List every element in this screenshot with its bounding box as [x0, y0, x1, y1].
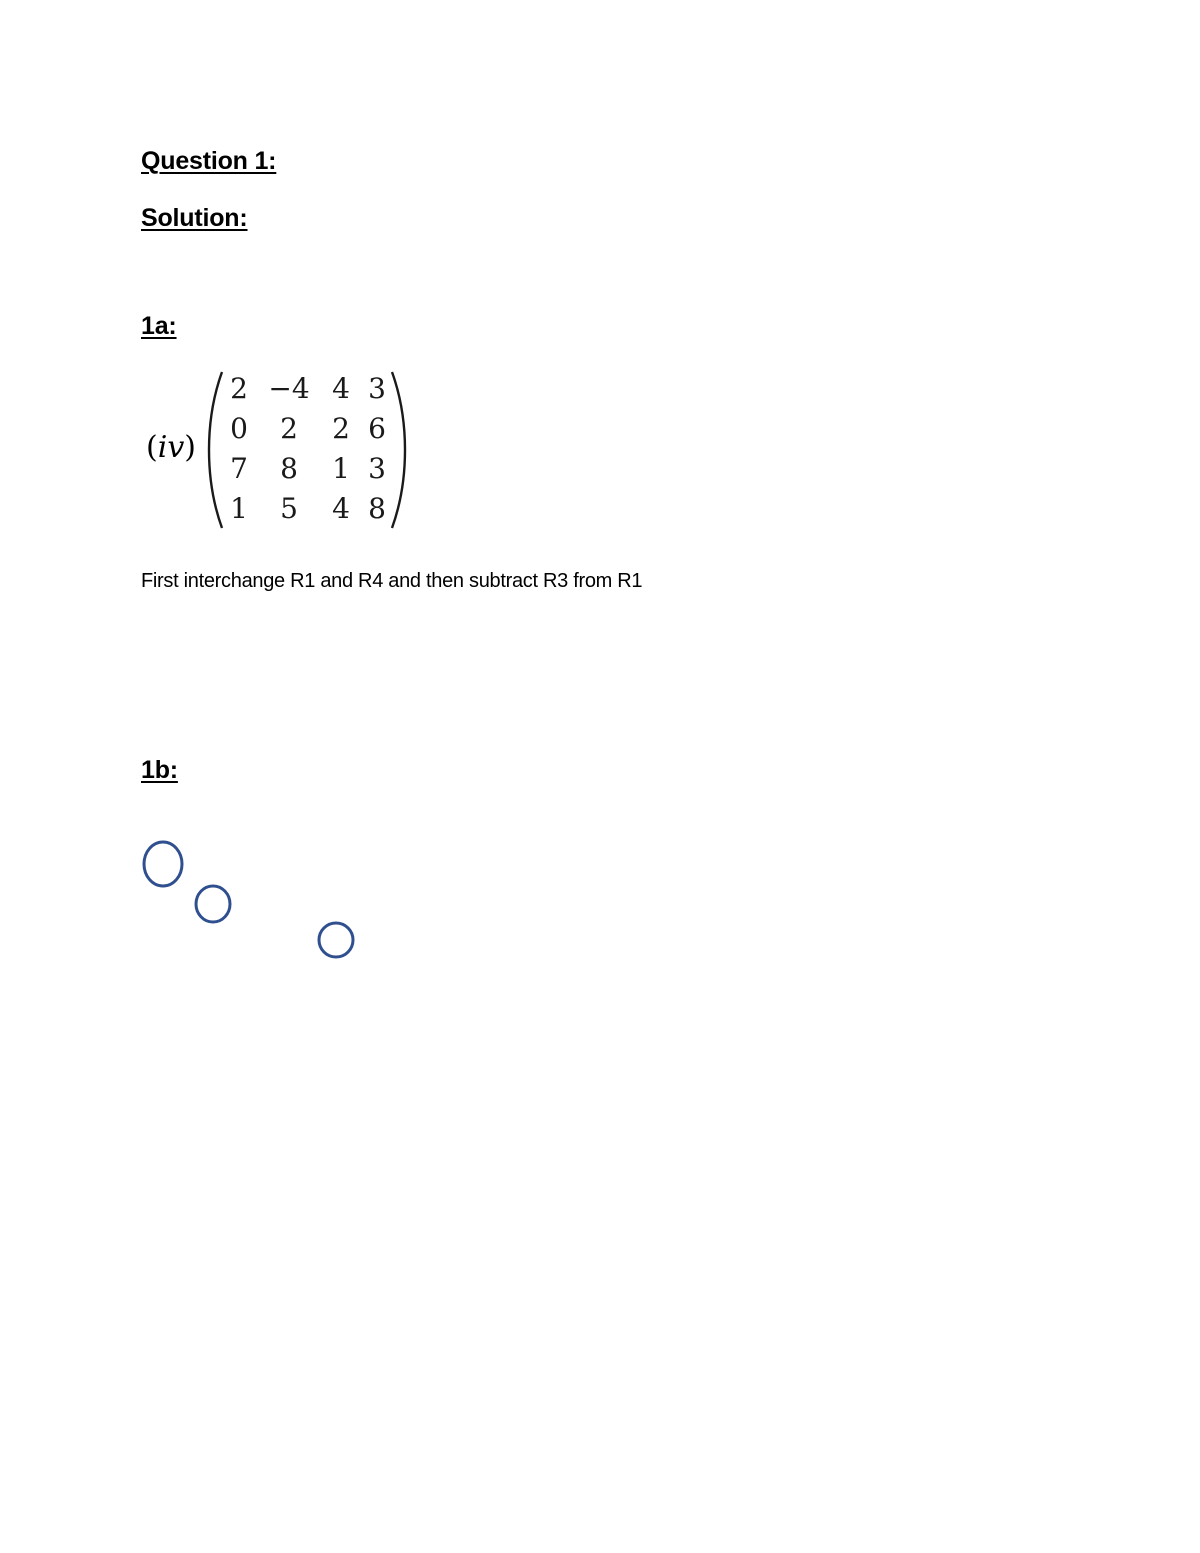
matrix-cell: 8: [368, 492, 386, 525]
matrix-cell: 8: [280, 452, 298, 485]
part-a-label: 1a:: [141, 312, 177, 340]
matrix-right-paren: [388, 368, 408, 532]
matrix-cell: 2: [280, 412, 298, 445]
circle-shape[interactable]: [144, 842, 182, 886]
matrix-cell: 3: [368, 372, 386, 405]
matrix-cell: 4: [332, 372, 350, 405]
part-b-label: 1b:: [141, 756, 178, 784]
circle-shape[interactable]: [196, 886, 230, 922]
matrix-cell: 4: [332, 492, 350, 525]
matrix-figure: [140, 368, 420, 532]
matrix-cell: 7: [230, 452, 248, 485]
solution-title: Solution:: [141, 204, 248, 232]
question-title: Question 1:: [141, 147, 277, 175]
matrix-cell: 2: [230, 372, 248, 405]
matrix-cell: 1: [332, 452, 350, 485]
matrix-cell: 6: [368, 412, 386, 445]
circle-shape[interactable]: [319, 923, 353, 957]
instruction-text: First interchange R1 and R4 and then subtract R3 from R1: [141, 570, 643, 592]
matrix-cell: 1: [230, 492, 248, 525]
matrix-cell: 3: [368, 452, 386, 485]
matrix-cell: 2: [332, 412, 350, 445]
matrix-cell: 5: [280, 492, 298, 525]
matrix-cell: −4: [268, 372, 310, 405]
matrix-cell: 0: [230, 412, 248, 445]
matrix-label: (iv): [146, 430, 196, 465]
